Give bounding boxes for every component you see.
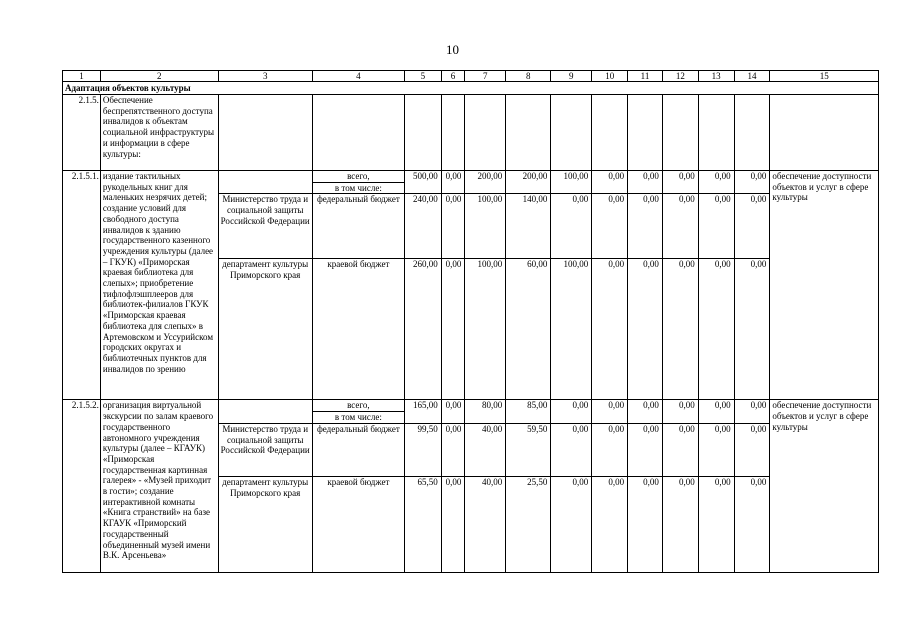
value-cell: 0,00 — [628, 259, 663, 400]
value-cell: 0,00 — [628, 476, 663, 572]
item-description: организация виртуальной экскурсии по залам краевого государственного автономного учреждения культуры (далее – КГАУК) «Приморская государственная картинная галерея» - «Музей приходит в гости»; создание интерактивной комнаты «Книга странствий» на базе КГАУК «Приморский государственный объединенный музей имени В.К. Арсеньева» — [100, 400, 218, 572]
value-cell: 0,00 — [628, 171, 663, 194]
value-cell: 0,00 — [734, 423, 770, 476]
program-table — [62, 70, 879, 573]
expected-result: обеспечение доступности объектов и услуг в сфере культуры — [770, 171, 879, 400]
value-cell: 200,00 — [506, 171, 551, 194]
value-cell: 100,00 — [551, 171, 592, 194]
value-cell: 0,00 — [592, 400, 628, 423]
item-code: 2.1.5.1. — [63, 171, 101, 400]
table-row — [63, 95, 879, 171]
funding-label: краевой бюджет — [312, 259, 404, 400]
value-cell: 0,00 — [592, 476, 628, 572]
value-cell: 0,00 — [441, 194, 465, 259]
column-header: 2 — [100, 71, 218, 82]
column-header: 3 — [218, 71, 312, 82]
table-row — [63, 171, 879, 183]
value-cell: 0,00 — [698, 171, 734, 194]
value-cell: 140,00 — [506, 194, 551, 259]
value-cell: 0,00 — [734, 194, 770, 259]
value-cell: 0,00 — [628, 423, 663, 476]
column-header: 15 — [770, 71, 879, 82]
value-cell: 0,00 — [441, 423, 465, 476]
value-cell: 0,00 — [698, 423, 734, 476]
column-header: 6 — [441, 71, 465, 82]
column-header: 12 — [662, 71, 698, 82]
executor: департамент культуры Приморского края — [218, 259, 312, 400]
funding-label: краевой бюджет — [312, 476, 404, 572]
value-cell: 100,00 — [465, 259, 506, 400]
value-cell: 0,00 — [698, 194, 734, 259]
value-cell: 0,00 — [592, 171, 628, 194]
value-cell: 40,00 — [465, 476, 506, 572]
value-cell: 85,00 — [506, 400, 551, 423]
column-header: 14 — [734, 71, 770, 82]
value-cell: 0,00 — [441, 171, 465, 194]
funding-label: в том числе: — [312, 182, 404, 194]
value-cell: 99,50 — [404, 423, 441, 476]
value-cell: 0,00 — [628, 400, 663, 423]
value-cell: 0,00 — [592, 194, 628, 259]
value-cell: 260,00 — [404, 259, 441, 400]
value-cell: 80,00 — [465, 400, 506, 423]
column-number-row — [63, 71, 879, 82]
value-cell: 0,00 — [734, 400, 770, 423]
value-cell: 0,00 — [551, 423, 592, 476]
value-cell: 0,00 — [734, 259, 770, 400]
funding-label: федеральный бюджет — [312, 194, 404, 259]
column-header: 10 — [592, 71, 628, 82]
funding-label: всего, — [312, 171, 404, 183]
section-row — [63, 82, 879, 95]
value-cell: 65,50 — [404, 476, 441, 572]
value-cell: 0,00 — [698, 476, 734, 572]
value-cell: 0,00 — [592, 259, 628, 400]
column-header: 11 — [628, 71, 663, 82]
value-cell: 165,00 — [404, 400, 441, 423]
item-description: издание тактильных рукодельных книг для маленьких незрячих детей; создание условий для свободного доступа инвалидов к зданию государственного казенного учреждения культуры (далее – ГКУК) «Приморская краевая библиотека для слепых»; приобретение тифлофлэшплееров для библиотек-филиалов ГКУК «Приморская краевая библиотека для слепых» в Артемовском и Уссурийском городских округах и библиотечных пунктов для инвалидов по зрению — [100, 171, 218, 400]
executor: департамент культуры Приморского края — [218, 476, 312, 572]
table-row — [63, 400, 879, 412]
value-cell: 0,00 — [551, 476, 592, 572]
item-code: 2.1.5.2. — [63, 400, 101, 572]
value-cell: 100,00 — [551, 259, 592, 400]
value-cell: 0,00 — [662, 194, 698, 259]
value-cell: 0,00 — [662, 171, 698, 194]
value-cell: 0,00 — [734, 476, 770, 572]
column-header: 4 — [312, 71, 404, 82]
value-cell: 40,00 — [465, 423, 506, 476]
executor: Министерство труда и социальной защиты Российской Федерации — [218, 194, 312, 259]
value-cell: 0,00 — [698, 259, 734, 400]
value-cell: 100,00 — [465, 194, 506, 259]
column-header: 7 — [465, 71, 506, 82]
value-cell: 60,00 — [506, 259, 551, 400]
section-title: Адаптация объектов культуры — [63, 82, 879, 95]
funding-label: всего, — [312, 400, 404, 412]
value-cell: 25,50 — [506, 476, 551, 572]
value-cell: 0,00 — [662, 476, 698, 572]
value-cell: 0,00 — [441, 476, 465, 572]
item-description: Обеспечение беспрепятственного доступа инвалидов к объектам социальной инфраструктуры и информации в сфере культуры: — [100, 95, 218, 171]
value-cell: 59,50 — [506, 423, 551, 476]
expected-result: обеспечение доступности объектов и услуг в сфере культуры — [770, 400, 879, 572]
value-cell: 0,00 — [662, 423, 698, 476]
funding-label: в том числе: — [312, 412, 404, 424]
value-cell: 0,00 — [441, 400, 465, 423]
value-cell: 500,00 — [404, 171, 441, 194]
value-cell: 0,00 — [551, 194, 592, 259]
value-cell: 0,00 — [662, 259, 698, 400]
column-header: 9 — [551, 71, 592, 82]
value-cell: 0,00 — [441, 259, 465, 400]
page-number: 10 — [446, 42, 459, 57]
column-header: 8 — [506, 71, 551, 82]
value-cell: 0,00 — [734, 171, 770, 194]
item-code: 2.1.5. — [63, 95, 101, 171]
column-header: 13 — [698, 71, 734, 82]
executor: Министерство труда и социальной защиты Российской Федерации — [218, 423, 312, 476]
column-header: 5 — [404, 71, 441, 82]
value-cell: 200,00 — [465, 171, 506, 194]
funding-label: федеральный бюджет — [312, 423, 404, 476]
value-cell: 0,00 — [551, 400, 592, 423]
value-cell: 0,00 — [592, 423, 628, 476]
column-header: 1 — [63, 71, 101, 82]
value-cell: 0,00 — [698, 400, 734, 423]
value-cell: 0,00 — [628, 194, 663, 259]
value-cell: 0,00 — [662, 400, 698, 423]
value-cell: 240,00 — [404, 194, 441, 259]
